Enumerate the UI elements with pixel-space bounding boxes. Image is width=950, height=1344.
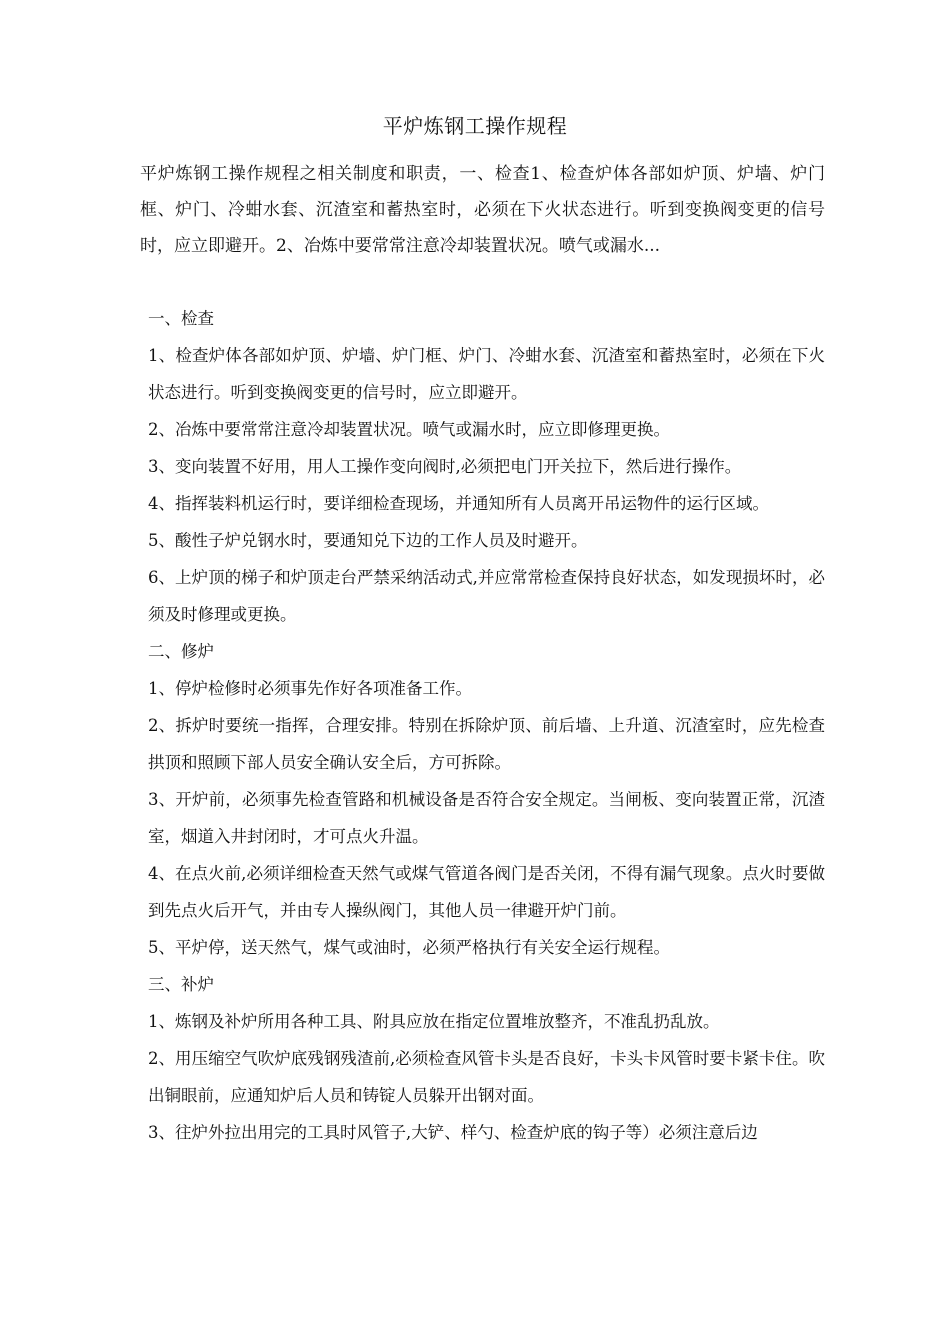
list-item: 2、用压缩空气吹炉底残钢残渣前,必须检查风管卡头是否良好，卡头卡风管时要卡紧卡住。吹出铜眼前，应通知炉后人员和铸锭人员躲开出钢对面。 (148, 1049, 825, 1105)
list-item: 2、拆炉时要统一指挥，合理安排。特别在拆除炉顶、前后墙、上升道、沉渣室时，应先检查拱顶和照顾下部人员安全确认安全后，方可拆除。 (148, 716, 825, 772)
list-item: 4、指挥装料机运行时，要详细检查现场，并通知所有人员离开吊运物件的运行区域。 (148, 494, 769, 513)
list-item: 3、变向装置不好用，用人工操作变向阀时,必须把电门开关拉下，然后进行操作。 (148, 457, 742, 476)
list-item: 3、往炉外拉出用完的工具时风管子,大铲、样勺、检查炉底的钩子等）必须注意后边 (148, 1123, 758, 1142)
document-intro: 平炉炼钢工操作规程之相关制度和职责，一、检查1、检查炉体各部如炉顶、炉墙、炉门框、炉门、冷蚶水套、沉渣室和蓄热室时，必须在下火状态进行。听到变换阀变更的信号时，应立即避开。2、冶炼中要常常注意冷却装置状况。喷气或漏水... (140, 164, 825, 256)
list-item: 1、炼钢及补炉所用各种工具、附具应放在指定位置堆放整齐，不准乱扔乱放。 (148, 1012, 720, 1031)
list-item: 6、上炉顶的梯子和炉顶走台严禁采纳活动式,并应常常检查保持良好状态，如发现损坏时，必须及时修理或更换。 (148, 568, 825, 624)
list-item: 1、检查炉体各部如炉顶、炉墙、炉门框、炉门、冷蚶水套、沉渣室和蓄热室时，必须在下火状态进行。听到变换阀变更的信号时，应立即避开。 (148, 346, 825, 402)
section-heading: 一、检查 (148, 309, 214, 328)
section-heading: 二、修炉 (148, 642, 214, 661)
document-body (140, 300, 825, 1151)
list-item: 5、酸性子炉兑钢水时，要通知兑下边的工作人员及时避开。 (148, 531, 588, 550)
document-title: 平炉炼钢工操作规程 (382, 114, 568, 138)
list-item: 3、开炉前，必须事先检查管路和机械设备是否符合安全规定。当闸板、变向装置正常，沉渣室，烟道入井封闭时，才可点火升温。 (148, 790, 825, 846)
list-item: 5、平炉停，送天然气，煤气或油时，必须严格执行有关安全运行规程。 (148, 938, 670, 957)
list-item: 4、在点火前,必须详细检查天然气或煤气管道各阀门是否关闭，不得有漏气现象。点火时要做到先点火后开气，并由专人操纵阀门，其他人员一律避开炉门前。 (148, 864, 825, 920)
section-heading: 三、补炉 (148, 975, 214, 994)
list-item: 1、停炉检修时必须事先作好各项准备工作。 (148, 679, 472, 698)
list-item: 2、冶炼中要常常注意冷却装置状况。喷气或漏水时，应立即修理更换。 (148, 420, 670, 439)
